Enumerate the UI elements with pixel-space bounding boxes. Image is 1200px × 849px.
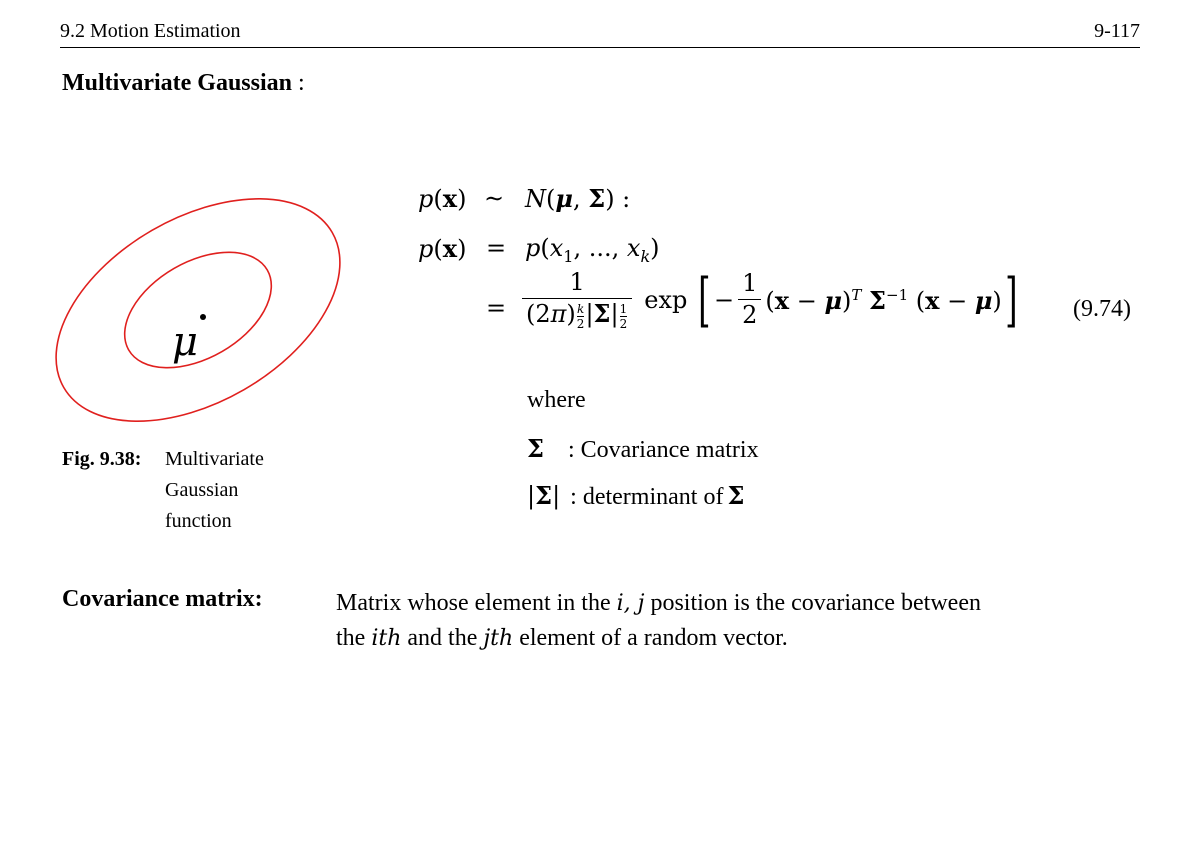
page-number: 9-117 xyxy=(1094,20,1140,42)
formula-line-2: p(x) xyxy=(418,234,467,263)
section-title-bold: Multivariate Gaussian xyxy=(62,70,293,96)
section-title-suffix: : xyxy=(292,70,305,96)
formula-line-1-relation: ∼ xyxy=(484,184,505,212)
det-sigma-symbol: |Σ| xyxy=(527,481,561,510)
formula-line-1: p(x) xyxy=(418,184,467,213)
definition-body xyxy=(336,586,1156,656)
det-sigma-target: Σ xyxy=(727,481,745,510)
header-rule xyxy=(60,47,1140,48)
equation-number: (9.74) xyxy=(1073,296,1131,322)
formula-line-2-relation: = xyxy=(486,234,507,262)
inner-contour-ellipse xyxy=(105,228,292,391)
sigma-description: : Covariance matrix xyxy=(567,437,759,463)
figure-caption xyxy=(62,444,264,532)
definition-term: Covariance matrix: xyxy=(62,586,263,612)
normalizer-fraction: 1 (2π) $\frac{k}{2}$ |Σ| $\frac{1}{2}$ xyxy=(522,270,632,330)
formula-line-1-rhs: N(μ, Σ) : xyxy=(525,184,631,213)
formula-density: 1 (2π) $\frac{k}{2}$ |Σ| $\frac{1}{2}$ exp [ − $\frac{1}{2}$ $(x - \mu)^T$ $\Sigma^{-1}$ (x − μ) ] xyxy=(518,270,1020,330)
outer-contour-ellipse xyxy=(40,175,360,445)
where-det-row xyxy=(527,481,744,511)
gaussian-contour-figure xyxy=(40,175,360,445)
half-fraction: $\frac{1}{2}$ xyxy=(738,271,761,329)
figure-caption-text: Multivariate Gaussian function xyxy=(165,448,264,532)
definition-line-1: Matrix whose element in the i, j position is the covariance between xyxy=(336,590,981,616)
section-title xyxy=(62,70,305,97)
where-sigma-row xyxy=(527,434,759,464)
formula-line-3-relation: = xyxy=(486,294,507,322)
sigma-symbol: Σ xyxy=(527,434,544,463)
mean-label: μ xyxy=(172,319,198,365)
formula-line-2-rhs: $p(x_1$, ..., $x_k$) xyxy=(525,234,660,266)
where-label: where xyxy=(527,387,586,413)
mean-point xyxy=(200,314,206,320)
figure-caption-label: Fig. 9.38: xyxy=(62,448,142,470)
running-header-section: 9.2 Motion Estimation xyxy=(60,20,241,42)
det-description: : determinant of xyxy=(570,484,724,510)
definition-line-2: the ith and the jth element of a random vector. xyxy=(336,625,788,651)
